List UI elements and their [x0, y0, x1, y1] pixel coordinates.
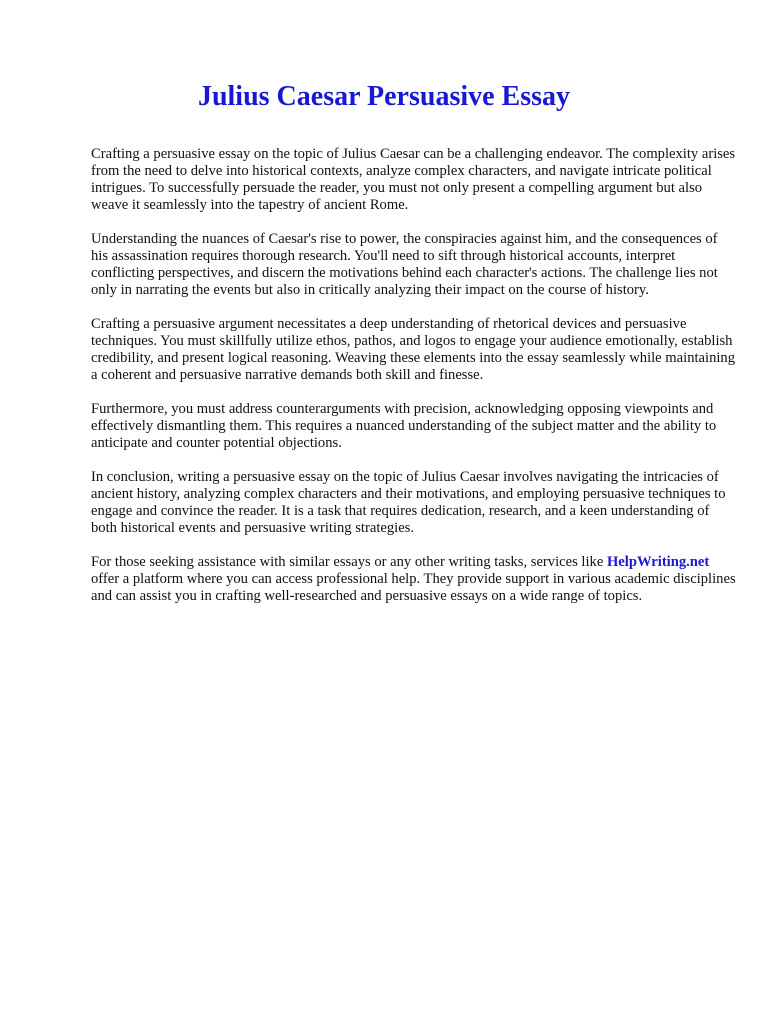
paragraph-6: [91, 554, 736, 605]
document-title: Julius Caesar Persuasive Essay: [197, 81, 571, 112]
helpwriting-link[interactable]: HelpWriting.net: [606, 554, 710, 570]
paragraph-2: Understanding the nuances of Caesar's rise to power, the conspiracies against him, and the consequences of his assassination requires thorough research. You'll need to sift through historical accounts, interpret conflicting perspectives, and discern the motivations behind each character's actions. The challenge lies not only in narrating the events but also in critically analyzing their impact on the course of history.: [91, 231, 718, 298]
paragraph-4: Furthermore, you must address counterarguments with precision, acknowledging opposing viewpoints and effectively dismantling them. This requires a nuanced understanding of the subject matter and the ability to anticipate and counter potential objections.: [91, 401, 717, 451]
paragraph-6-before-link: For those seeking assistance with similar essays or any other writing tasks, services like: [91, 554, 607, 570]
document-body: [91, 146, 736, 622]
paragraph-1: Crafting a persuasive essay on the topic of Julius Caesar can be a challenging endeavor. The complexity arises from the need to delve into historical contexts, analyze complex characters, and navigate intricate political intrigues. To successfully persuade the reader, you must not only present a compelling argument but also weave it seamlessly into the tapestry of ancient Rome.: [91, 146, 736, 213]
paragraph-3: Crafting a persuasive argument necessitates a deep understanding of rhetorical devices and persuasive techniques. You must skillfully utilize ethos, pathos, and logos to engage your audience emotionally, establish credibility, and present logical reasoning. Weaving these elements into the essay seamlessly while maintaining a coherent and persuasive narrative demands both skill and finesse.: [91, 316, 736, 383]
paragraph-5: In conclusion, writing a persuasive essay on the topic of Julius Caesar involves navigating the intricacies of ancient history, analyzing complex characters and their motivations, and employing persuasive techniques to engage and convince the reader. It is a task that requires dedication, research, and a keen understanding of both historical events and persuasive writing strategies.: [91, 469, 726, 536]
paragraph-6-after-link: offer a platform where you can access professional help. They provide support in various academic disciplines and can assist you in crafting well-researched and persuasive essays on a wide range of topics.: [91, 571, 736, 604]
